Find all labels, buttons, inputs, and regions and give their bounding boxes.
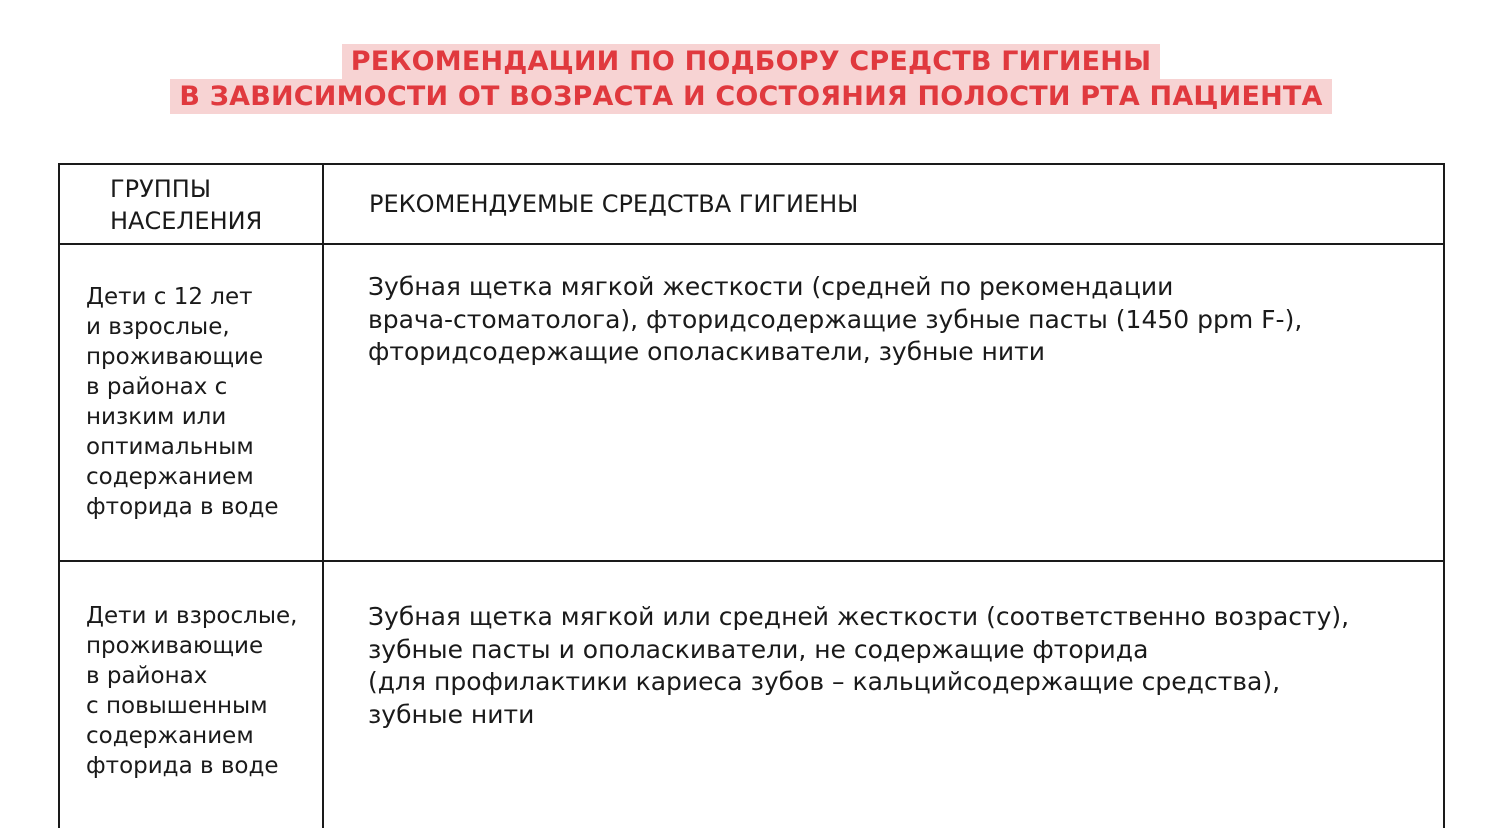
row-1-group: Дети с 12 лет и взрослые, проживающие в районах с низким или оптимальным содержанием фторида в воде [86, 284, 279, 520]
recommendations-table [58, 163, 1445, 828]
page-title [0, 44, 1502, 114]
row-divider-1 [60, 560, 1443, 562]
header-recommendations: РЕКОМЕНДУЕМЫЕ СРЕДСТВА ГИГИЕНЫ [369, 190, 859, 218]
row-divider-header [60, 243, 1443, 245]
row-2-recommendation: Зубная щетка мягкой или средней жесткости (соответственно возрасту), зубные пасты и ополаскиватели, не содержащие фторида (для профилактики кариеса зубов – кальцийсодержащие средства), зубные нити [368, 602, 1350, 729]
title-line-1: РЕКОМЕНДАЦИИ ПО ПОДБОРУ СРЕДСТВ ГИГИЕНЫ [342, 44, 1161, 79]
header-groups: ГРУППЫ НАСЕЛЕНИЯ [110, 175, 263, 235]
row-1-recommendation: Зубная щетка мягкой жесткости (средней по рекомендации врача-стоматолога), фторидсодержащие зубные пасты (1450 ppm F-), фторидсодержащие ополаскиватели, зубные нити [368, 272, 1303, 366]
column-divider [322, 165, 324, 828]
row-2-group: Дети и взрослые, проживающие в районах с повышенным содержанием фторида в воде [86, 603, 298, 779]
title-line-2: В ЗАВИСИМОСТИ ОТ ВОЗРАСТА И СОСТОЯНИЯ ПОЛОСТИ РТА ПАЦИЕНТА [170, 79, 1331, 114]
